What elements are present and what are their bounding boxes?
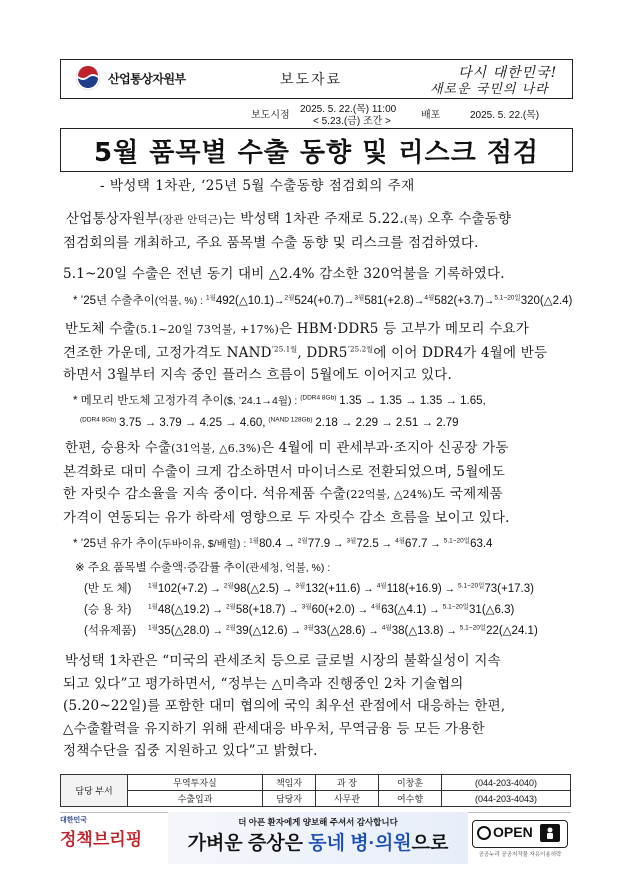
attribution-icon (540, 824, 560, 842)
open-label: OPEN (493, 824, 533, 840)
responsible-label: 책임자 (263, 775, 316, 791)
subtitle: - 박성택 1차관, ‘25년 5월 수출동향 점검회의 주재 (100, 178, 415, 194)
items-row-semiconductor: (반 도 체) $^{1월}$102(+7.2) → $^{2월}$98(△2.5) → $^{3월}$132(+11.6) → $^{4월}$118(+16.9) → $^{5.1\sim 20일}$73(+17.3) (84, 582, 534, 595)
distribution-label: 배포 (421, 110, 441, 121)
staff-phone: (044-203-4043) (442, 791, 571, 807)
staff-title: 사무관 (316, 791, 379, 807)
banner-top-text: 더 아픈 환자에게 양보해 주셔서 감사합니다 (238, 817, 398, 827)
release-label: 보도시점 (251, 110, 290, 121)
paragraph-5: 박성택 1차관은 “미국의 관세조치 등으로 글로벌 시장의 불확실성이 지속 되고 있다”고 평가하면서, “정부는 △미측과 진행중인 2차 기술협의 (5.20~22일)를 포함한 대미 협의에 국익 최우선 관점에서 대응하는 한편, △수출활력을 유지하기 위해 관세대응 바우처, 무역금융 등 모든 가용한 정책수단을 집중 지원하고 있다”고 밝혔다. (63, 653, 506, 759)
open-subtext: 공공누리 공공저작물 자유이용허락 (478, 852, 562, 858)
release-print-note: < 5.23.(금) 조간 > (313, 116, 391, 127)
slogan-line-2: 새로운 국민의 나라 (430, 82, 549, 97)
dept-2: 수출입과 (128, 791, 263, 807)
paragraph-2: 5.1~20일 수출은 전년 동기 대비 △2.4% 감소한 320억불을 기록하였다. (63, 266, 505, 282)
distribution-date: 2025. 5. 22.(목) (470, 110, 540, 121)
brand-logo: 정책브리핑 (60, 830, 143, 849)
items-row-petroleum: (석유제품) $^{1월}$35(△28.0) → $^{2월}$39(△12.6) → $^{3월}$33(△28.6) → $^{4월}$38(△13.8) → $^{5.1\sim 20일}$22(△24.1) (84, 624, 538, 637)
staff-name: 여수향 (379, 791, 442, 807)
items-row-car: (승 용 차) $^{1월}$48(△19.2) → $^{2월}$58(+18.7) → $^{3월}$60(+2.0) → $^{4월}$63(△4.1) → $^{5.1\sim 20일}$31(△6.3) (84, 603, 515, 616)
contact-table (60, 774, 571, 807)
dept-label: 담당 부서 (61, 775, 128, 807)
slogan-line-1: 다시 대한민국! (458, 65, 558, 81)
ministry-logo-icon (75, 65, 101, 91)
note-memory-price: * 메모리 반도체 고정가격 추이($, ’24.1→4월) : $^{(DDR4 8Gb)}$ 1.35 → 1.35 → 1.35 → 1.65, $^{(DDR4 8Gb)}$ 3.75 → 3.79 → 4.25 → 4.60, $^{(NAND 128Gb)}$ 2.18 → 2.29 → 2.51 → 2.79 (73, 394, 486, 429)
responsible-title: 과 장 (316, 775, 379, 791)
responsible-phone: (044-203-4040) (442, 775, 571, 791)
release-datetime: 2025. 5. 22.(목) 11:00 (300, 104, 397, 115)
responsible-name: 이창훈 (379, 775, 442, 791)
paragraph-4: 한편, 승용차 수출(31억불, △6.3%)은 4월에 미 관세부과·조지아 신공장 가동 본격화로 대미 수출이 크게 감소하면서 마이너스로 전환되었으며, 5월에도 한 자릿수 감소율을 지속 중이다. 석유제품 수출(22억불, △24%)도 국제제품 가격이 연동되는 유가 하락세 영향으로 두 자릿수 감소 흐름을 보이고 있다. (63, 440, 510, 526)
ministry-name: 산업통상자원부 (108, 72, 186, 86)
dept-1: 무역투자실 (128, 775, 263, 791)
page-title: 5월 품목별 수출 동향 및 리스크 점검 (93, 138, 540, 168)
paragraph-3: 반도체 수출(5.1~20일 73억불, +17%)은 HBM·DDR5 등 고부가 메모리 수요가 견조한 가운데, 고정가격도 $NAND^{’25.1월}$, $DDR5^{’25.2월}$에 이어 DDR4가 4월에 반등 하면서 3월부터 지속 중인 플러스 흐름이 5월에도 이어지고 있다. (63, 321, 548, 383)
document-type: 보도자료 (280, 71, 343, 87)
brand-small: 대한민국 (60, 817, 88, 824)
note-items-trend: ※ 주요 품목별 수출액·증감률 추이(관세청, 억불, %) : (반 도 체) $^{1월}$102(+7.2) → $^{2월}$98(△2.5) → $^{3월}$132(+11.6) → $^{4월}$118(+16.9) → $^{5.1\sim 20일}$73(+17.3) (승 용 차) $^{1월}$48(△19.2) → $^{2월}$58(+18.7) → $^{3월}$60(+2.0) → $^{4월}$63(△4.1) → $^{5.1\sim 20일}$31(△6.3) (석유제품) $^{1월}$35(△28.0) → $^{2월}$39(△12.6) → $^{3월}$33(△28.6) → $^{4월}$38(△13.8) → $^{5.1\sim 20일}$22(△24.1) (75, 558, 595, 642)
note-export-trend: * ’25년 수출추이(억불, %) : $^{1월}$492(△10.1)→$^{2월}$524(+0.7)→$^{3월}$581(+2.8)→$^{4월}$582(+3.7)→$^{5.1\sim 20일}$320(△2.4) (73, 294, 573, 307)
paragraph-1: 산업통상자원부(장관 안덕근)는 박성택 1차관 주재로 5.22.(목) 오후 수출동향 점검회의를 개최하고, 주요 품목별 수출 동향 및 리스크를 점검하였다. (63, 211, 512, 251)
banner-main-text: 가벼운 증상은 동네 병·의원으로 (187, 833, 449, 854)
staff-label: 담당자 (263, 791, 316, 807)
note-oil-price: * ’25년 유가 추이(두바이유, $/배럴) : $^{1월}$80.4 → $^{2월}$77.9 → $^{3월}$72.5 → $^{4월}$67.7 → $^{5.1\sim 20일}$63.4 (73, 537, 493, 550)
open-circle-icon (477, 826, 491, 845)
